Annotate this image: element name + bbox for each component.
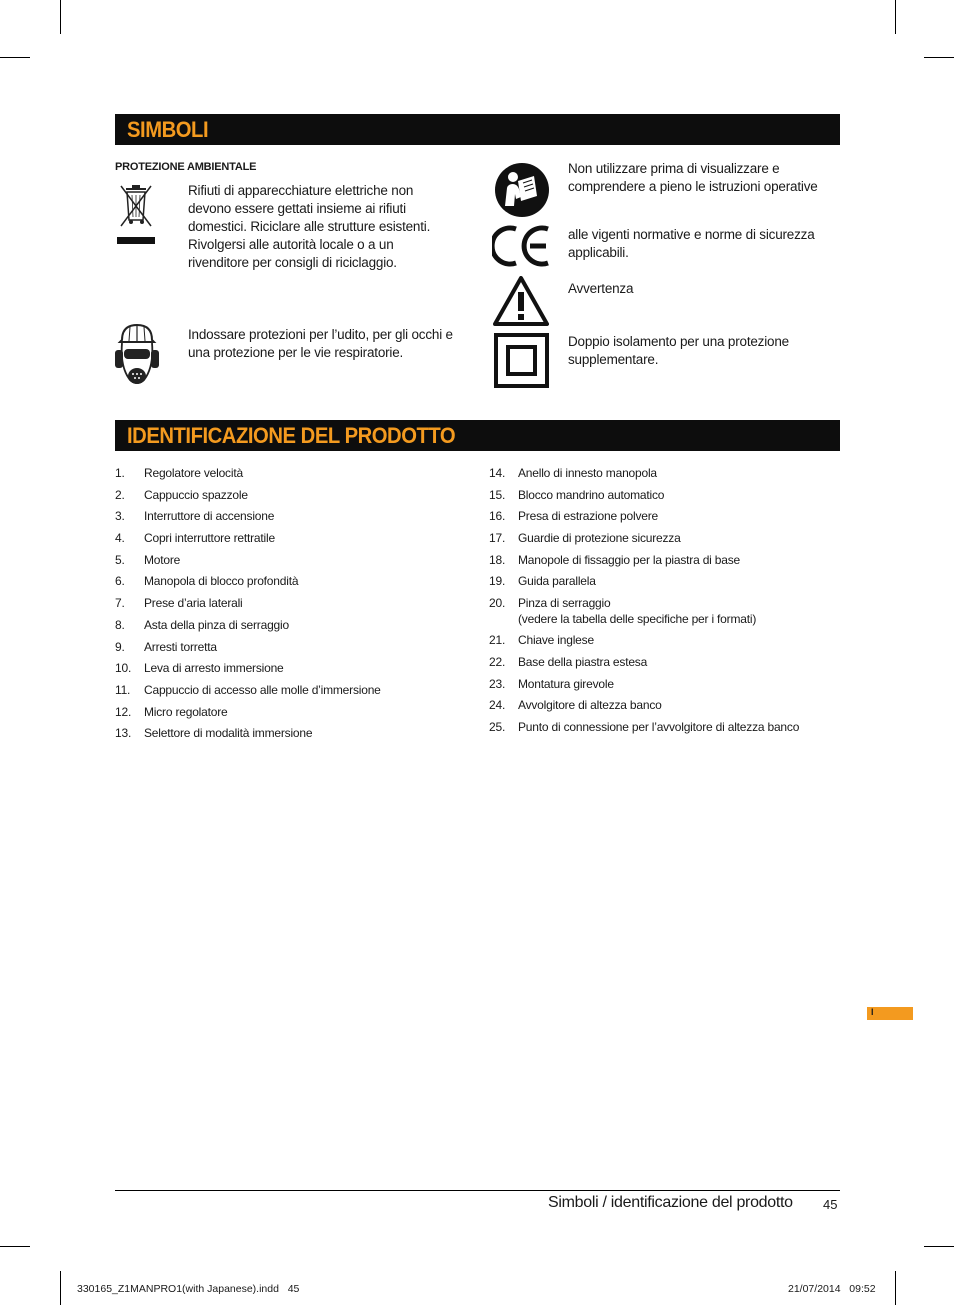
language-tab <box>867 1007 913 1020</box>
list-item: 25. Punto di connessione per l’avvolgitore di altezza banco <box>489 719 800 734</box>
list-item: 8. Asta della pinza di serraggio <box>115 617 289 632</box>
protective-equipment-icon <box>112 322 162 390</box>
list-item: 21. Chiave inglese <box>489 633 594 648</box>
list-item: 5. Motore <box>115 552 181 567</box>
crop-mark <box>924 1246 954 1247</box>
double-insulation-icon <box>494 333 549 388</box>
ce-mark-icon <box>492 224 552 268</box>
crop-mark <box>60 1271 61 1305</box>
list-item: 22. Base della piastra estesa <box>489 654 648 669</box>
protection-text: Indossare protezioni per l’udito, per gli occhi e una protezione per le vie respiratorie. <box>188 327 453 360</box>
identification-heading: IDENTIFICAZIONE DEL PRODOTTO <box>127 423 456 448</box>
list-item: 24. Avvolgitore di altezza banco <box>489 698 662 713</box>
symbols-heading: SIMBOLI <box>127 117 209 142</box>
ce-text: alle vigenti normative e norme di sicurezza applicabili. <box>568 227 815 260</box>
symbols-heading-bar <box>115 114 840 145</box>
list-item: 18. Manopole di fissaggio per la piastra di base <box>489 552 741 567</box>
parts-list-left <box>115 466 465 748</box>
list-item: 12. Micro regolatore <box>115 704 228 719</box>
crop-mark <box>60 0 61 34</box>
crop-mark <box>0 1246 30 1247</box>
list-item: 17. Guardie di protezione sicurezza <box>489 531 681 546</box>
list-item: 15. Blocco mandrino automatico <box>489 487 665 502</box>
footer-rule <box>115 1190 840 1191</box>
environment-heading: PROTEZIONE AMBIENTALE <box>115 161 257 173</box>
list-item: 10. Leva di arresto immersione <box>115 661 284 676</box>
crop-mark <box>0 57 30 58</box>
list-item: 16. Presa di estrazione polvere <box>489 509 659 524</box>
list-item: 14. Anello di innesto manopola <box>489 466 657 480</box>
manual-text: Non utilizzare prima di visualizzare e comprendere a pieno le istruzioni operative <box>568 161 818 194</box>
list-item: 3. Interruttore di accensione <box>115 509 275 524</box>
list-item: 1. Regolatore velocità <box>115 466 243 480</box>
list-item: 2. Cappuccio spazzole <box>115 487 248 502</box>
warning-triangle-icon <box>493 276 549 326</box>
list-item: 9. Arresti torretta <box>115 639 217 654</box>
crop-mark <box>895 0 896 34</box>
language-tab-label: I <box>871 1007 874 1017</box>
identification-heading-bar <box>115 420 840 451</box>
slug-filename: 330165_Z1MANPRO1(with Japanese).indd 45 <box>77 1283 300 1295</box>
insulation-text: Doppio isolamento per una protezione supplementare. <box>568 334 789 367</box>
list-item: 6. Manopola di blocco profondità <box>115 574 299 589</box>
list-item: 11. Cappuccio di accesso alle molle d’immersione <box>115 682 381 697</box>
warning-text: Avvertenza <box>568 281 634 296</box>
list-item: 4. Copri interruttore rettratile <box>115 531 275 546</box>
parts-list-right <box>489 466 839 742</box>
list-item: 13. Selettore di modalità immersione <box>115 726 313 741</box>
list-item: 7. Prese d’aria laterali <box>115 596 243 611</box>
page-number: 45 <box>823 1197 838 1212</box>
list-item: 23. Montatura girevole <box>489 676 614 691</box>
footer-title: Simboli / identificazione del prodotto <box>548 1194 793 1211</box>
list-item: 20. Pinza di serraggio (vedere la tabella delle specifiche per i formati) <box>489 596 757 627</box>
list-item: 19. Guida parallela <box>489 574 596 589</box>
read-manual-icon <box>494 162 550 218</box>
crossed-out-wheelie-bin-icon <box>115 182 157 248</box>
weee-text: Rifiuti di apparecchiature elettriche non devono essere gettati insieme ai rifiuti domestici. Riciclare alle strutture esistenti. Rivolgersi alle autorità locale o a un rivenditore per consigli di riciclaggio. <box>188 183 431 270</box>
crop-mark <box>924 57 954 58</box>
slug-timestamp: 21/07/2014 09:52 <box>788 1283 876 1295</box>
crop-mark <box>895 1271 896 1305</box>
